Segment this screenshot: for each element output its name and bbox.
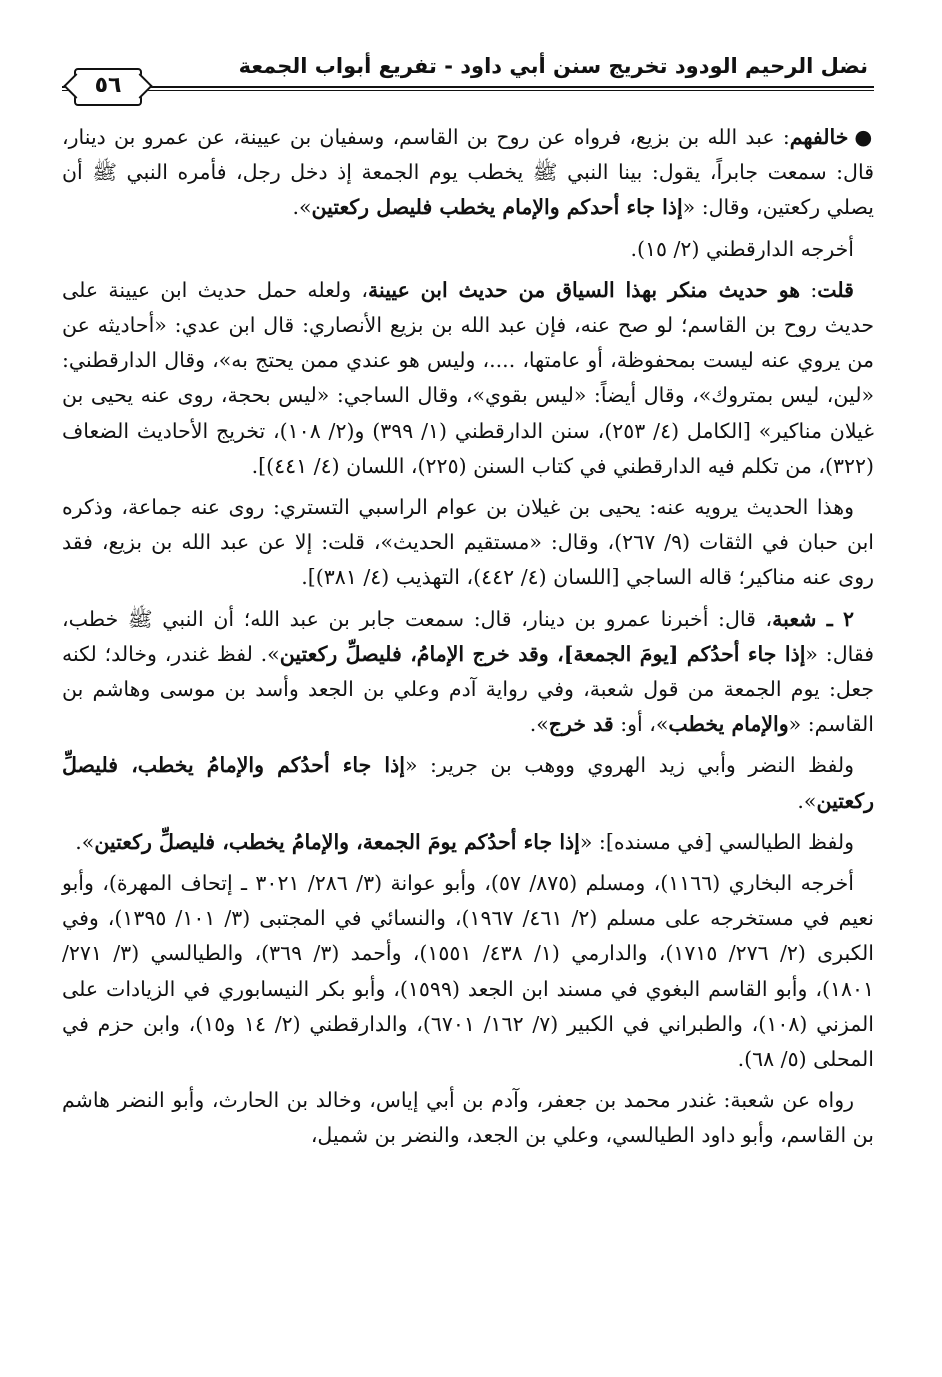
bold-run: قد خرج xyxy=(548,712,614,737)
text-run: ولفظ الطيالسي [في مسنده]: « xyxy=(579,829,854,854)
header-rule xyxy=(62,86,874,91)
bold-run: إذا جاء أحدُكم يومَ الجمعة، والإمامُ يخطب، فليصلِّ ركعتين xyxy=(94,829,580,854)
book-page xyxy=(62,50,874,1160)
text-run: ». لفظ غندر، وخالد؛ لكنه جعل: يوم الجمعة من قول شعبة، وفي رواية آدم وعلي بن الجعد وأسد بن موسى وهاشم بن القاسم: « xyxy=(62,641,874,737)
running-title: نضل الرحيم الودود تخريج سنن أبي داود - تفريع أبواب الجمعة xyxy=(238,54,868,78)
paragraph xyxy=(62,748,874,818)
paragraph xyxy=(62,602,874,743)
bullet-icon: ● xyxy=(854,125,874,149)
paragraph xyxy=(62,273,874,484)
text-run: ». xyxy=(75,829,95,854)
text-run: أخرجه البخاري (١١٦٦)، ومسلم (٨٧٥/ ٥٧)، وأبو عوانة (٣/ ٢٨٦/ ٣٠٢١ ـ إتحاف المهرة)، وأبو نعيم في مستخرجه على مسلم (٢/ ٤٦١/ ١٩٦٧)، والنسائي في المجتبى (٣/ ١٠١/ ١٣٩٥)، وفي الكبرى (٢/ ٢٧٦/ ١٧١٥)، والدارمي (١/ ٤٣٨/ ١٥٥١)، وأحمد (٣/ ٣٦٩)، والطيالسي (٣/ ٢٧١/ ١٨٠١)، وأبو القاسم البغوي في مسند ابن الجعد (١٥٩٩)، وأبو بكر النيسابوري في الزيادات على المزني (١٠٨)، والطبراني في الكبير (٧/ ١٦٢/ ٦٧٠١)، والدارقطني (٢/ ١٤ و١٥)، وابن حزم في المحلى (٥/ ٦٨). xyxy=(62,871,874,1072)
text-run: ». xyxy=(292,195,312,220)
bold-run: إذا جاء أحدكم والإمام يخطب فليصل ركعتين xyxy=(311,195,683,220)
main-text xyxy=(62,120,874,1154)
bold-run: والإمام يخطب xyxy=(668,712,789,737)
text-run: ، ولعله حمل حديث ابن عيينة على حديث روح بن القاسم؛ لو صح عنه، فإن عبد الله بن بزيع الأنصاري: قال ابن عدي: «أحاديثه عن من يروي عنه ليست بمحفوظة، أو عامتها، ....، وليس هو عندي ممن يحتج به»، وقال الدارقطني: «لين، ليس بمتروك»، وقال أيضاً: «ليس بقوي»، وقال الساجي: «ليس بحجة، روى عنه يحيى بن غيلان مناكير» [الكامل (٤/ ٢٥٣)، سنن الدارقطني (١/ ٣٩٩) و(٢/ ١٠٨)، تخريج الأحاديث الضعاف (٣٢٢)، من تكلم فيه الدارقطني في كتاب السنن (٢٢٥)، اللسان (٤/ ٤٤١)]. xyxy=(62,277,874,478)
text-run: : xyxy=(800,277,818,302)
paragraph xyxy=(62,1083,874,1153)
text-run: ولفظ النضر وأبي زيد الهروي ووهب بن جرير: « xyxy=(404,753,854,778)
paragraph xyxy=(62,866,874,1077)
paragraph xyxy=(62,825,874,860)
text-run: ». xyxy=(797,788,817,813)
text-run: رواه عن شعبة: غندر محمد بن جعفر، وآدم بن أبي إياس، وخالد بن الحارث، وأبو النضر هاشم بن القاسم، وأبو داود الطيالسي، وعلي بن الجعد، والنضر بن شميل، xyxy=(62,1088,874,1148)
text-run: : عبد الله بن بزيع، فرواه عن روح بن القاسم، وسفيان بن عيينة، عن عمرو بن دينار، قال: سمعت جابراً، يقول: بينا النبي ﷺ يخطب يوم الجمعة إذ دخل رجل، فأمره النبي ﷺ أن يصلي ركعتين، وقال: « xyxy=(62,125,874,220)
bold-run: هو حديث منكر بهذا السياق من حديث ابن عيينة xyxy=(368,277,801,302)
paragraph xyxy=(62,120,874,226)
page-header xyxy=(62,50,874,98)
paragraph xyxy=(62,232,874,267)
bold-run: إذا جاء أحدُكم والإمامُ يخطب، فليصلِّ ركعتين xyxy=(62,753,874,813)
text-run: ». xyxy=(529,712,549,737)
page-number-badge xyxy=(74,68,142,106)
bold-run: ٢ ـ شعبة xyxy=(772,606,854,631)
text-run: »، أو: xyxy=(613,712,669,737)
page-number: ٥٦ xyxy=(94,73,122,98)
bold-run: قلت xyxy=(817,277,854,302)
paragraph xyxy=(62,490,874,596)
bold-run: خالفهم xyxy=(789,125,849,149)
text-run: ، قال: أخبرنا عمرو بن دينار، قال: سمعت جابر بن عبد الله؛ أن النبي ﷺ خطب، فقال: « xyxy=(62,606,875,666)
bold-run: إذا جاء أحدُكم [يومَ الجمعة]، وقد خرج الإمامُ، فليصلِّ ركعتين xyxy=(279,641,806,666)
text-run: وهذا الحديث يرويه عنه: يحيى بن غيلان بن عوام الراسبي التستري: روى عنه جماعة، وذكره ابن حبان في الثقات (٩/ ٢٦٧)، وقال: «مستقيم الحديث»، قلت: إلا عن عبد الله بن بزيع، فقد روى عنه مناكير؛ قاله الساجي [اللسان (٤/ ٤٤٢)، التهذيب (٤/ ٣٨١)]. xyxy=(62,495,874,590)
text-run: أخرجه الدارقطني (٢/ ١٥). xyxy=(630,236,854,261)
